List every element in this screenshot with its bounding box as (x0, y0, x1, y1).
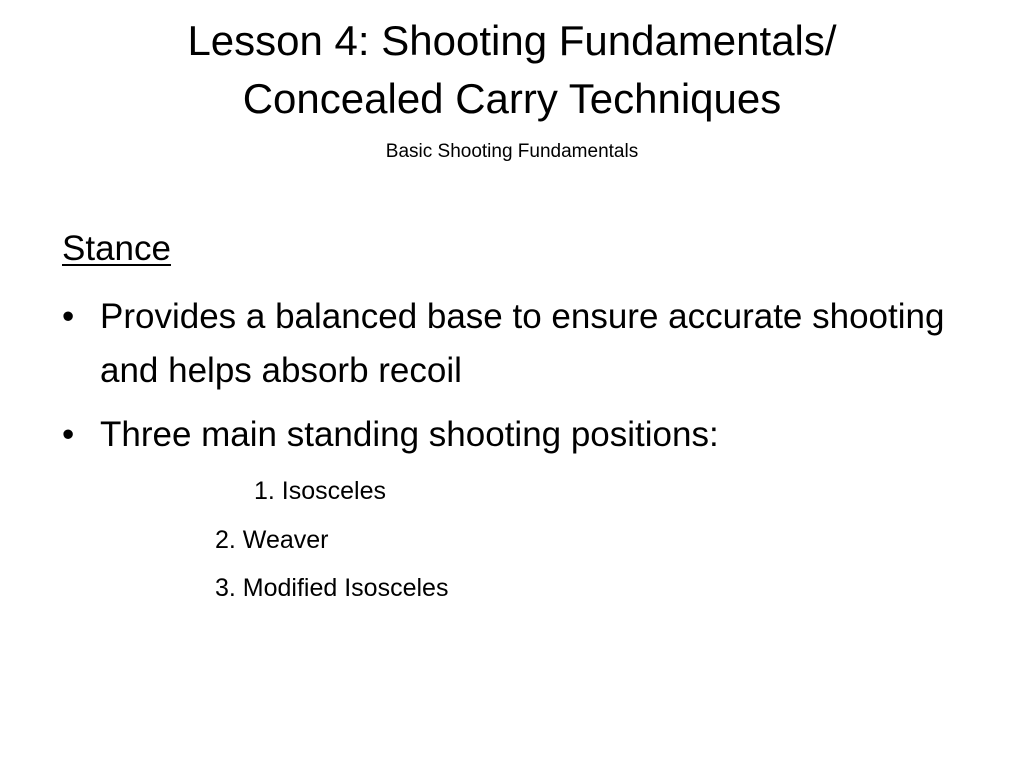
bullet-list (62, 290, 962, 472)
bullet-item (62, 290, 962, 398)
bullet-text: Three main standing shooting positions: (100, 415, 719, 454)
slide-subtitle: Basic Shooting Fundamentals (385, 141, 639, 162)
slide-title-line-1: Lesson 4: Shooting Fundamentals/ (187, 17, 837, 64)
position-item-isosceles: 1. Isosceles (254, 477, 387, 505)
slide-title (0, 12, 1024, 128)
bullet-item (62, 408, 962, 462)
position-item-weaver: 2. Weaver (215, 526, 329, 554)
bullet-text: Provides a balanced base to ensure accurate shooting and helps absorb recoil (100, 297, 945, 390)
section-heading-stance: Stance (62, 229, 171, 268)
position-item-modified-isosceles: 3. Modified Isosceles (215, 574, 449, 602)
slide-title-line-2: Concealed Carry Techniques (242, 75, 782, 122)
bullet-marker: • (62, 297, 75, 336)
bullet-marker: • (62, 415, 75, 454)
